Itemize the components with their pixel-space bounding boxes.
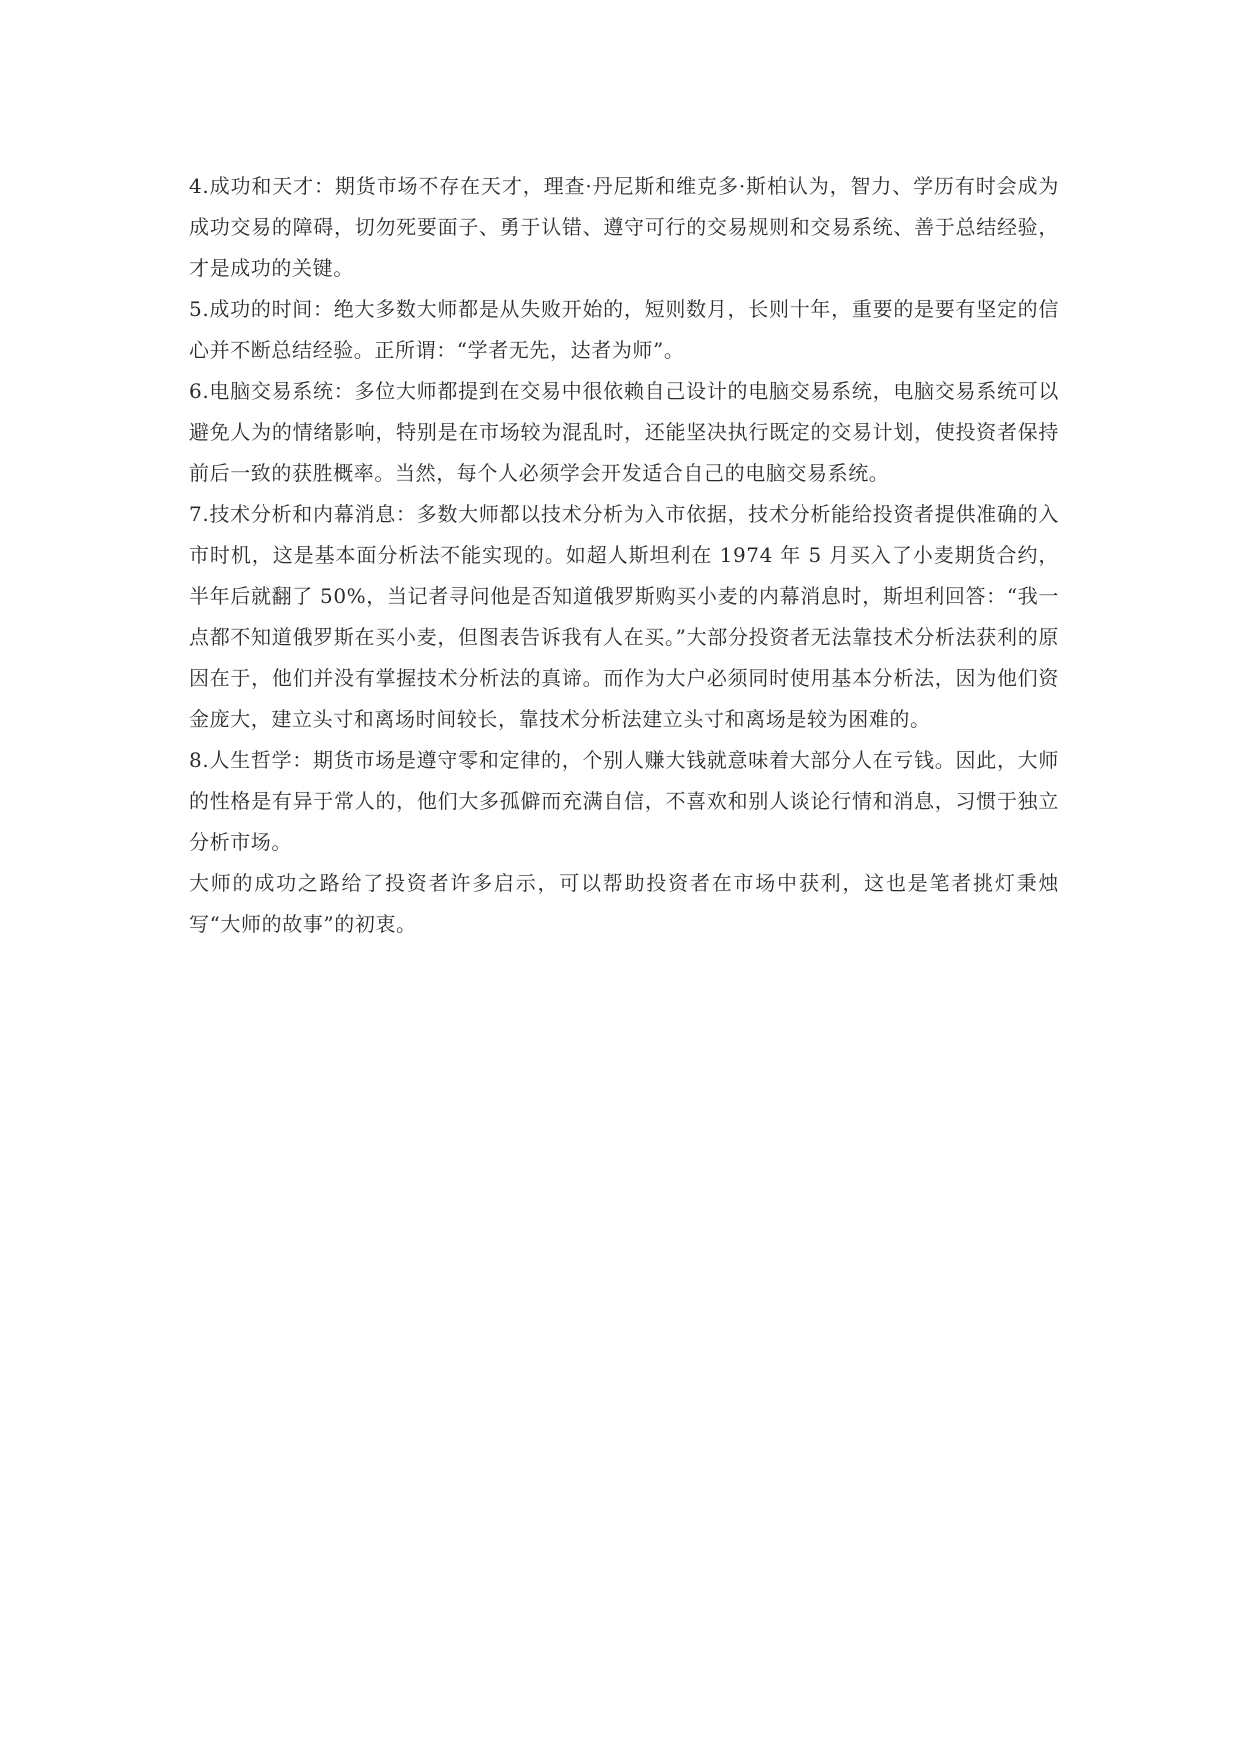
paragraph-life-philosophy: 8.人生哲学：期货市场是遵守零和定律的，个别人赚大钱就意味着大部分人在亏钱。因此，大师的性格是有异于常人的，他们大多孤僻而充满自信，不喜欢和别人谈论行情和消息，习惯于独立分析市场。 <box>189 748 1059 854</box>
paragraph-time-to-success: 5.成功的时间：绝大多数大师都是从失败开始的，短则数月，长则十年，重要的是要有坚定的信心并不断总结经验。正所谓：“学者无先，达者为师”。 <box>189 297 1059 362</box>
paragraph-conclusion: 大师的成功之路给了投资者许多启示，可以帮助投资者在市场中获利，这也是笔者挑灯秉烛写“大师的故事”的初衷。 <box>189 871 1059 936</box>
paragraph-technical-analysis: 7.技术分析和内幕消息：多数大师都以技术分析为入市依据，技术分析能给投资者提供准确的入市时机，这是基本面分析法不能实现的。如超人斯坦利在 1974 年 5 月买入了小麦期货合约，半年后就翻了 50%，当记者寻问他是否知道俄罗斯购买小麦的内幕消息时，斯坦利回答：“我一点都不知道俄罗斯在买小麦，但图表告诉我有人在买。”大部分投资者无法靠技术分析法获利的原因在于，他们并没有掌握技术分析法的真谛。而作为大户必须同时使用基本分析法，因为他们资金庞大，建立头寸和离场时间较长，靠技术分析法建立头寸和离场是较为困难的。 <box>189 502 1059 731</box>
paragraph-success-and-talent: 4.成功和天才：期货市场不存在天才，理查·丹尼斯和维克多·斯柏认为，智力、学历有时会成为成功交易的障碍，切勿死要面子、勇于认错、遵守可行的交易规则和交易系统、善于总结经验，才是成功的关键。 <box>189 174 1059 280</box>
paragraph-computer-trading-system: 6.电脑交易系统：多位大师都提到在交易中很依赖自己设计的电脑交易系统，电脑交易系统可以避免人为的情绪影响，特别是在市场较为混乱时，还能坚决执行既定的交易计划，使投资者保持前后一致的获胜概率。当然，每个人必须学会开发适合自己的电脑交易系统。 <box>189 379 1059 485</box>
document-body <box>189 166 1059 945</box>
